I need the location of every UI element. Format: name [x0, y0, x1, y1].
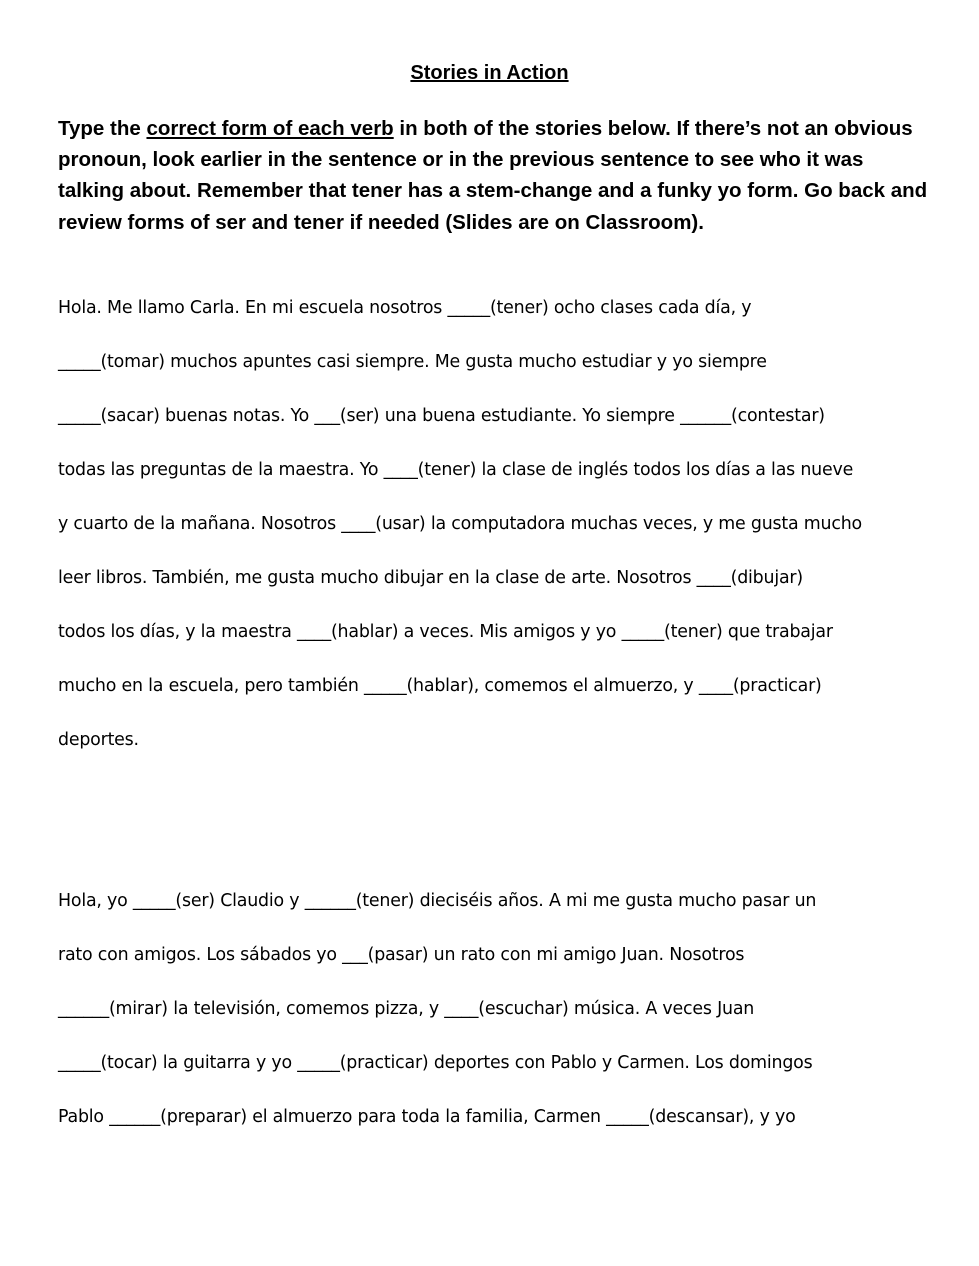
story-1-line: _____(sacar) buenas notas. Yo ___(ser) una buena estudiante. Yo siempre ______(contestar)	[58, 406, 825, 426]
story-2-line: Hola, yo _____(ser) Claudio y ______(tener) dieciséis años. A mi me gusta mucho pasar un	[58, 891, 817, 911]
story-1-line: todos los días, y la maestra ____(hablar) a veces. Mis amigos y yo _____(tener) que trabajar	[58, 622, 833, 642]
story-1-line: todas las preguntas de la maestra. Yo ____(tener) la clase de inglés todos los días a las nueve	[58, 460, 854, 480]
instructions-paragraph	[58, 113, 928, 238]
story-1-line: y cuarto de la mañana. Nosotros ____(usar) la computadora muchas veces, y me gusta mucho	[58, 514, 862, 534]
instructions-underlined-text: correct form of each verb	[146, 117, 394, 140]
instructions-text-end: in both of the stories below. If there’s not an obvious pronoun, look earlier in the sentence or in the previous sentence to see who it was talking about. Remember that tener has a stem-change and a funky yo form. Go back and review forms of ser and tener if needed (Slides are on Classroom).	[58, 117, 928, 234]
story-2-line: _____(tocar) la guitarra y yo _____(practicar) deportes con Pablo y Carmen. Los domingos	[58, 1053, 813, 1073]
story-1-line: leer libros. También, me gusta mucho dibujar en la clase de arte. Nosotros ____(dibujar)	[58, 568, 803, 588]
page-title: Stories in Action	[410, 62, 569, 84]
instructions-text-start: Type the	[58, 117, 147, 140]
story-1-line: _____(tomar) muchos apuntes casi siempre. Me gusta mucho estudiar y yo siempre	[58, 352, 767, 372]
story-2-line: ______(mirar) la televisión, comemos pizza, y ____(escuchar) música. A veces Juan	[58, 999, 755, 1019]
story-2-line: rato con amigos. Los sábados yo ___(pasar) un rato con mi amigo Juan. Nosotros	[58, 945, 745, 965]
story-2-line: Pablo ______(preparar) el almuerzo para toda la familia, Carmen _____(descansar), y yo	[58, 1107, 796, 1127]
story-1-line: deportes.	[58, 730, 139, 750]
story-1-line: mucho en la escuela, pero también _____(hablar), comemos el almuerzo, y ____(practicar)	[58, 676, 822, 696]
story-1-line: Hola. Me llamo Carla. En mi escuela nosotros _____(tener) ocho clases cada día, y	[58, 298, 752, 318]
